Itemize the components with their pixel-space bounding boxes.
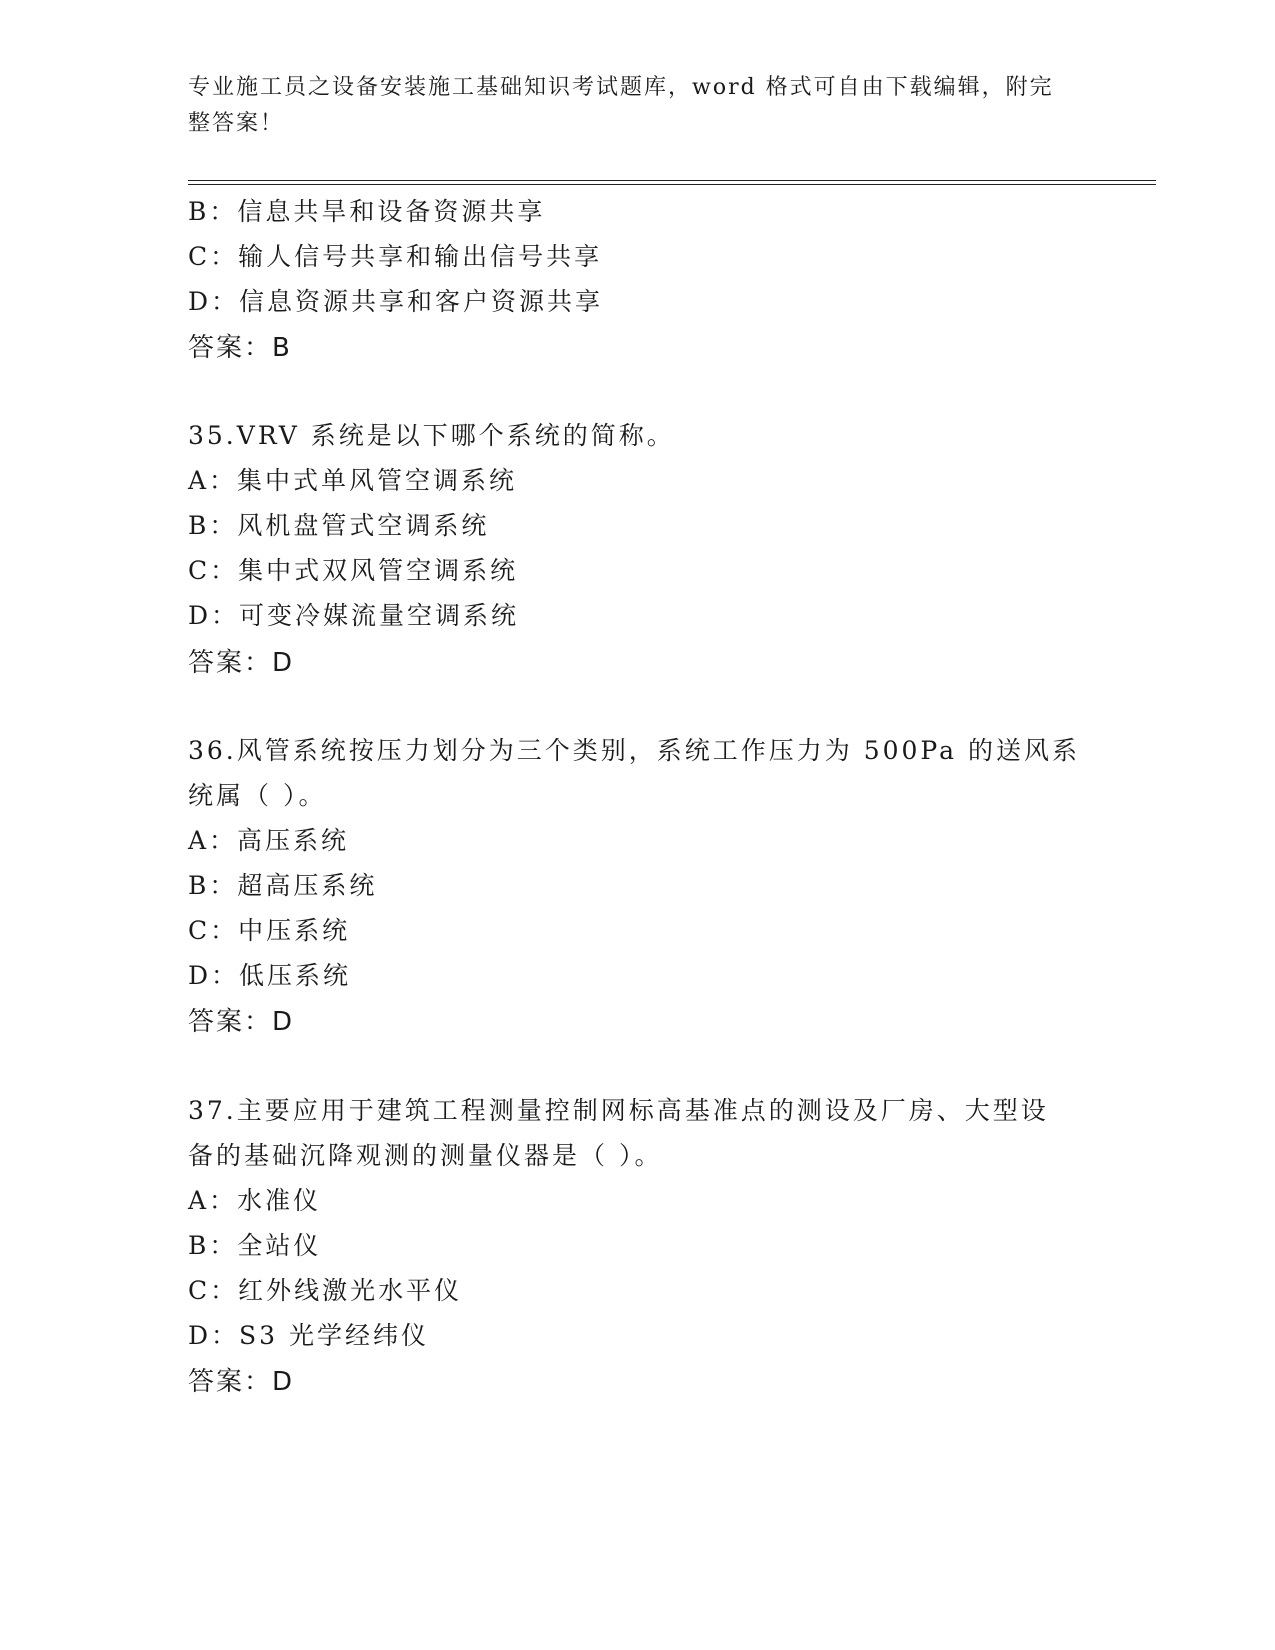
q36-option-a: A：高压系统 — [188, 826, 350, 855]
q36-option-c: C：中压系统 — [188, 916, 351, 945]
q36-option-d: D：低压系统 — [188, 961, 352, 990]
q37-stem-line-2: 备的基础沉降观测的测量仪器是（ ）。 — [188, 1141, 663, 1170]
q35-option-a: A：集中式单风管空调系统 — [188, 466, 518, 495]
q35-option-d: D：可变冷媒流量空调系统 — [188, 601, 520, 630]
q37-option-b: B：全站仪 — [188, 1231, 322, 1260]
header-line-2: 整答案！ — [188, 111, 285, 136]
q34-option-d: D：信息资源共享和客户资源共享 — [188, 287, 604, 316]
q35-stem: 35.VRV 系统是以下哪个系统的简称。 — [188, 421, 675, 450]
q36-option-b: B：超高压系统 — [188, 871, 378, 900]
q35-answer: 答案：D — [188, 648, 295, 678]
header-divider — [188, 180, 1156, 185]
q36-stem-line-1: 36.风管系统按压力划分为三个类别，系统工作压力为 500Pa 的送风系 — [188, 736, 1080, 765]
q36-stem-line-2: 统属（ ）。 — [188, 781, 327, 810]
q35-option-b: B：风机盘管式空调系统 — [188, 511, 490, 540]
q37-stem-line-1: 37.主要应用于建筑工程测量控制网标高基准点的测设及厂房、大型设 — [188, 1096, 1049, 1125]
q35-option-c: C：集中式双风管空调系统 — [188, 556, 519, 585]
q37-answer: 答案：D — [188, 1367, 295, 1397]
q37-option-d: D：S3 光学经纬仪 — [188, 1321, 430, 1350]
q34-option-b: B：信息共旱和设备资源共享 — [188, 197, 546, 226]
q37-option-a: A：水准仪 — [188, 1186, 322, 1215]
header-line-1: 专业施工员之设备安装施工基础知识考试题库，word 格式可自由下载编辑，附完 — [188, 75, 1054, 100]
q34-answer: 答案：B — [188, 333, 292, 363]
document-header — [188, 70, 1068, 142]
q34-option-c: C：输人信号共享和输出信号共享 — [188, 242, 603, 271]
q37-option-c: C：红外线激光水平仪 — [188, 1276, 463, 1305]
q36-answer: 答案：D — [188, 1007, 295, 1037]
